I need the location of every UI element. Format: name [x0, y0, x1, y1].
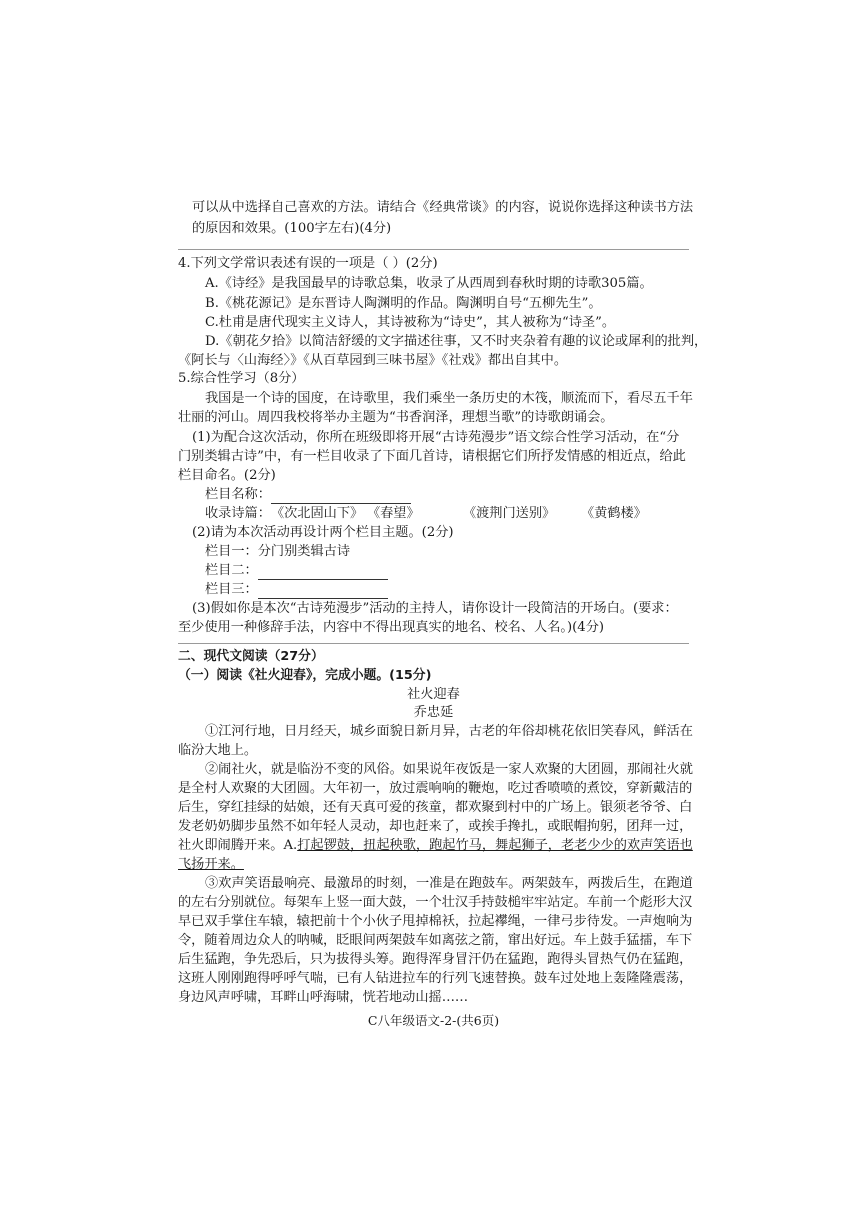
- para-1-line-2: 临汾大地上。: [178, 743, 258, 758]
- q4-option-d-line-1: D.《朝花夕拾》以简洁舒缓的文字描述往事，又不时夹杂着有趣的议论或犀利的批判，: [205, 334, 708, 349]
- column-two-row: [205, 562, 388, 580]
- page-footer: C八年级语文-2-(共6页): [367, 1013, 500, 1028]
- q4-option-b: B.《桃花源记》是东晋诗人陶渊明的作品。陶渊明自号“五柳先生”。: [205, 296, 602, 311]
- poem-2: 《春望》: [366, 506, 420, 521]
- section-2-title: 二、现代文阅读（27分）: [178, 649, 324, 664]
- q5-part2: (2)请为本次活动再设计两个栏目主题。(2分): [192, 525, 454, 540]
- q5-part1-line-3: 栏目命名。(2分): [178, 468, 276, 483]
- article-title: 社火迎春: [407, 687, 460, 702]
- column-name-blank[interactable]: [271, 489, 411, 504]
- column-two-blank[interactable]: [258, 565, 388, 580]
- q4-stem: 4.下列文学常识表述有误的一项是（ ）(2分): [178, 256, 438, 271]
- para-2-line-5-start: 社火即闹腾开来。A.: [178, 838, 298, 853]
- para-2-line-5: [178, 837, 693, 855]
- para-3-line-5: 后生猛跑，争先恐后，只为拔得头筹。跑得浑身冒汗仍在猛跑，跑得头冒热气仍在猛跑，: [178, 952, 693, 967]
- para-2-line-3: 后生，穿红挂绿的姑娘，还有天真可爱的孩童，都欢聚到村中的广场上。银须老爷爷、白: [178, 800, 693, 815]
- answer-divider-1: [178, 249, 689, 250]
- column-name-label: 栏目名称：: [205, 487, 271, 502]
- column-two-label: 栏目二：: [205, 563, 258, 578]
- section-2-subtitle: （一）阅读《社火迎春》，完成小题。(15分): [178, 668, 432, 683]
- para-3-line-3: 早已双手掌住车辕，辕把前十个小伙子甩掉棉袄，拉起襻绳，一律弓步待发。一声炮响为: [178, 914, 693, 929]
- para-2-line-4: 发老奶奶脚步虽然不如年轻人灵动，却也赶来了，或挨手搀扎，或眠帽拘躬，团拜一过，: [178, 819, 693, 834]
- poem-4: 《黄鹤楼》: [580, 506, 647, 521]
- para-1-line-1: ①江河行地，日月经天，城乡面貌日新月异，古老的年俗却桃花依旧笑春风，鲜活在: [205, 724, 693, 739]
- para-3-line-1: ③欢声笑语最响亮、最激昂的时刻，一准是在跑鼓车。两架鼓车，两拨后生，在跑道: [205, 876, 693, 891]
- underlined-sentence-a: 打起锣鼓，扭起秧歌，跑起竹马，舞起狮子，老老少少的欢声笑语也: [297, 838, 693, 853]
- poems-label: 收录诗篇：: [205, 506, 271, 521]
- column-three-label: 栏目三：: [205, 582, 258, 597]
- para-2-line-2: 是全村人欢聚的大团圆。大年初一，放过震响响的鞭炮，吃过香喷喷的煮饺，穿新戴洁的: [178, 781, 693, 796]
- para-3-line-2: 的左右分别就位。每架车上竖一面大鼓，一个壮汉手持鼓槌牢牢站定。车前一个彪形大汉: [178, 895, 693, 910]
- q5-intro-line-1: 我国是一个诗的国度，在诗歌里，我们乘坐一条历史的木筏，顺流而下，看尽五千年: [205, 391, 693, 406]
- para-3-line-4: 令，随着周边众人的呐喊，眨眼间两架鼓车如离弦之箭，窜出好远。车上鼓手猛擂，车下: [178, 933, 693, 948]
- q4-option-c: C.杜甫是唐代现实主义诗人，其诗被称为“诗史”，其人被称为“诗圣”。: [205, 315, 616, 330]
- column-one: 栏目一：分门别类辑古诗: [205, 544, 351, 559]
- poem-3: 《渡荆门送别》: [462, 506, 556, 521]
- top-para-line-1: 可以从中选择自己喜欢的方法。请结合《经典常谈》的内容，说说你选择这种读书方法: [192, 200, 694, 215]
- q5-part1-line-1: (1)为配合这次活动，你所在班级即将开展“古诗苑漫步”语文综合性学习活动，在“分: [192, 430, 680, 445]
- q4-option-a: A.《诗经》是我国最早的诗歌总集，收录了从西周到春秋时期的诗歌305篇。: [205, 276, 653, 291]
- answer-divider-2: [178, 643, 689, 644]
- column-name-row: [205, 486, 411, 504]
- para-3-line-7: 身边风声呼啸，耳畔山呼海啸，恍若地动山摇……: [178, 990, 469, 1005]
- poems-row: [205, 505, 647, 523]
- para-2-line-6: 飞扬开来。: [178, 857, 244, 872]
- para-3-line-6: 这班人刚刚跑得呼呼气喘，已有人钻进拉车的行列飞速替换。鼓车过处地上轰隆隆震荡，: [178, 971, 693, 986]
- q5-part3-line-2: 至少使用一种修辞手法，内容中不得出现真实的地名、校名、人名。)(4分): [178, 620, 605, 635]
- para-2-line-1: ②闹社火，就是临汾不变的风俗。如果说年夜饭是一家人欢聚的大团圆，那闹社火就: [205, 762, 693, 777]
- q5-title: 5.综合性学习（8分）: [178, 371, 305, 386]
- q4-option-d-line-2: 《阿长与〈山海经〉》《从百草园到三味书屋》《社戏》都出自其中。: [178, 353, 568, 368]
- q5-part1-line-2: 门别类辑古诗”中，有一栏目收录了下面几首诗，请根据它们所抒发情感的相近点，给此: [178, 449, 686, 464]
- q5-part3-line-1: (3)假如你是本次“古诗苑漫步”活动的主持人，请你设计一段简洁的开场白。(要求：: [192, 601, 678, 616]
- top-para-line-2: 的原因和效果。(100字左右)(4分): [192, 221, 392, 236]
- poem-1: 《次北固山下》: [270, 506, 364, 521]
- column-three-row: [205, 581, 388, 599]
- article-author: 乔忠延: [413, 705, 454, 720]
- column-three-blank[interactable]: [258, 584, 388, 599]
- q5-intro-line-2: 壮丽的河山。周四我校将举办主题为“书香润泽，理想当歌”的诗歌朗诵会。: [178, 410, 614, 425]
